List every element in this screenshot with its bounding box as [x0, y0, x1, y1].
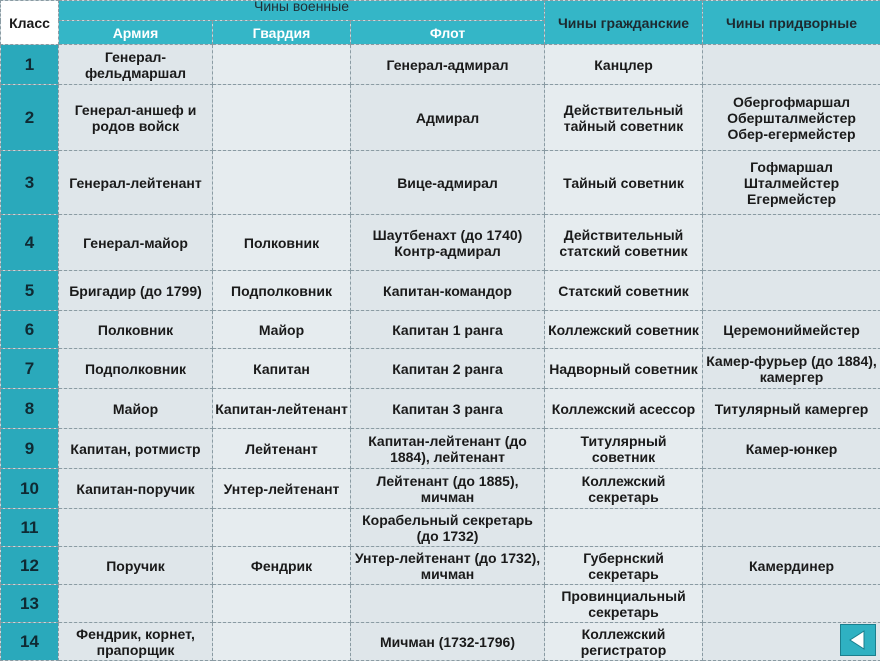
cell-court: Камер-фурьер (до 1884), камергер — [703, 349, 880, 389]
cell-army: Подполковник — [59, 349, 213, 389]
class-number: 5 — [1, 271, 59, 311]
cell-navy: Капитан-командор — [351, 271, 545, 311]
class-number: 6 — [1, 311, 59, 349]
cell-guard — [213, 585, 351, 623]
cell-court: Камердинер — [703, 547, 880, 585]
cell-civil: Коллежский секретарь — [545, 469, 703, 509]
cell-guard — [213, 85, 351, 151]
class-number: 2 — [1, 85, 59, 151]
class-number: 14 — [1, 623, 59, 661]
cell-civil: Коллежский регистратор — [545, 623, 703, 661]
class-number: 12 — [1, 547, 59, 585]
cell-navy: Генерал-адмирал — [351, 45, 545, 85]
cell-navy: Шаутбенахт (до 1740) Контр-адмирал — [351, 215, 545, 271]
cell-court — [703, 585, 880, 623]
cell-guard — [213, 509, 351, 547]
table-row — [1, 151, 880, 215]
header-class: Класс — [1, 1, 59, 45]
header-navy: Флот — [351, 21, 545, 45]
table-row — [1, 585, 880, 623]
cell-civil: Провинциальный секретарь — [545, 585, 703, 623]
header-guard: Гвардия — [213, 21, 351, 45]
cell-army — [59, 585, 213, 623]
class-number: 8 — [1, 389, 59, 429]
cell-civil: Надворный советник — [545, 349, 703, 389]
cell-army: Бригадир (до 1799) — [59, 271, 213, 311]
table-row — [1, 85, 880, 151]
cell-navy: Капитан 2 ранга — [351, 349, 545, 389]
table-row — [1, 215, 880, 271]
table-body — [1, 45, 880, 661]
cell-army: Капитан-поручик — [59, 469, 213, 509]
cell-army: Поручик — [59, 547, 213, 585]
cell-army: Генерал-аншеф и родов войск — [59, 85, 213, 151]
table-row — [1, 389, 880, 429]
cell-navy — [351, 585, 545, 623]
class-number: 7 — [1, 349, 59, 389]
cell-court: Церемониймейстер — [703, 311, 880, 349]
cell-army: Генерал-майор — [59, 215, 213, 271]
cell-court — [703, 469, 880, 509]
cell-guard: Унтер-лейтенант — [213, 469, 351, 509]
cell-guard: Майор — [213, 311, 351, 349]
table-row — [1, 547, 880, 585]
table-row — [1, 349, 880, 389]
header-court: Чины придворные — [703, 1, 880, 45]
cell-navy: Мичман (1732-1796) — [351, 623, 545, 661]
cell-civil: Коллежский асессор — [545, 389, 703, 429]
cell-army: Капитан, ротмистр — [59, 429, 213, 469]
cell-guard — [213, 45, 351, 85]
cell-civil: Действительный статский советник — [545, 215, 703, 271]
cell-civil: Губернский секретарь — [545, 547, 703, 585]
cell-navy: Унтер-лейтенант (до 1732), мичман — [351, 547, 545, 585]
cell-navy: Вице-адмирал — [351, 151, 545, 215]
cell-navy: Капитан 1 ранга — [351, 311, 545, 349]
table-row — [1, 45, 880, 85]
cell-guard: Капитан-лейтенант — [213, 389, 351, 429]
class-number: 9 — [1, 429, 59, 469]
cell-court: Титулярный камергер — [703, 389, 880, 429]
header-military — [59, 1, 545, 21]
cell-guard — [213, 623, 351, 661]
table-row — [1, 469, 880, 509]
cell-army: Майор — [59, 389, 213, 429]
cell-army: Генерал-фельдмаршал — [59, 45, 213, 85]
table-row — [1, 311, 880, 349]
cell-guard — [213, 151, 351, 215]
cell-court — [703, 215, 880, 271]
cell-navy: Корабельный секретарь (до 1732) — [351, 509, 545, 547]
cell-guard: Лейтенант — [213, 429, 351, 469]
cell-navy: Капитан-лейтенант (до 1884), лейтенант — [351, 429, 545, 469]
header-civil: Чины гражданские — [545, 1, 703, 45]
table-row — [1, 509, 880, 547]
cell-army — [59, 509, 213, 547]
cell-court — [703, 45, 880, 85]
class-number: 13 — [1, 585, 59, 623]
cell-civil: Тайный советник — [545, 151, 703, 215]
cell-civil: Действительный тайный советник — [545, 85, 703, 151]
cell-civil: Титулярный советник — [545, 429, 703, 469]
cell-guard: Подполковник — [213, 271, 351, 311]
table-row — [1, 623, 880, 661]
cell-guard: Капитан — [213, 349, 351, 389]
table-row — [1, 429, 880, 469]
class-number: 10 — [1, 469, 59, 509]
play-arrow-icon — [841, 625, 875, 655]
cell-navy: Капитан 3 ранга — [351, 389, 545, 429]
cell-guard: Фендрик — [213, 547, 351, 585]
cell-civil: Статский советник — [545, 271, 703, 311]
class-number: 1 — [1, 45, 59, 85]
cell-court — [703, 271, 880, 311]
class-number: 3 — [1, 151, 59, 215]
cell-navy: Адмирал — [351, 85, 545, 151]
cell-army: Фендрик, корнет, прапорщик — [59, 623, 213, 661]
cell-guard: Полковник — [213, 215, 351, 271]
next-slide-button[interactable] — [840, 624, 876, 656]
cell-court — [703, 509, 880, 547]
cell-civil: Коллежский советник — [545, 311, 703, 349]
header-army: Армия — [59, 21, 213, 45]
cell-court: Обергофмаршал Обершталмейстер Обер-егермейстер — [703, 85, 880, 151]
cell-court: Гофмаршал Шталмейстер Егермейстер — [703, 151, 880, 215]
cell-army: Полковник — [59, 311, 213, 349]
cell-civil — [545, 509, 703, 547]
cell-army: Генерал-лейтенант — [59, 151, 213, 215]
cell-navy: Лейтенант (до 1885), мичман — [351, 469, 545, 509]
cell-civil: Канцлер — [545, 45, 703, 85]
class-number: 11 — [1, 509, 59, 547]
header-military-label: Чины военные — [61, 1, 542, 14]
cell-court: Камер-юнкер — [703, 429, 880, 469]
class-number: 4 — [1, 215, 59, 271]
table-row — [1, 271, 880, 311]
